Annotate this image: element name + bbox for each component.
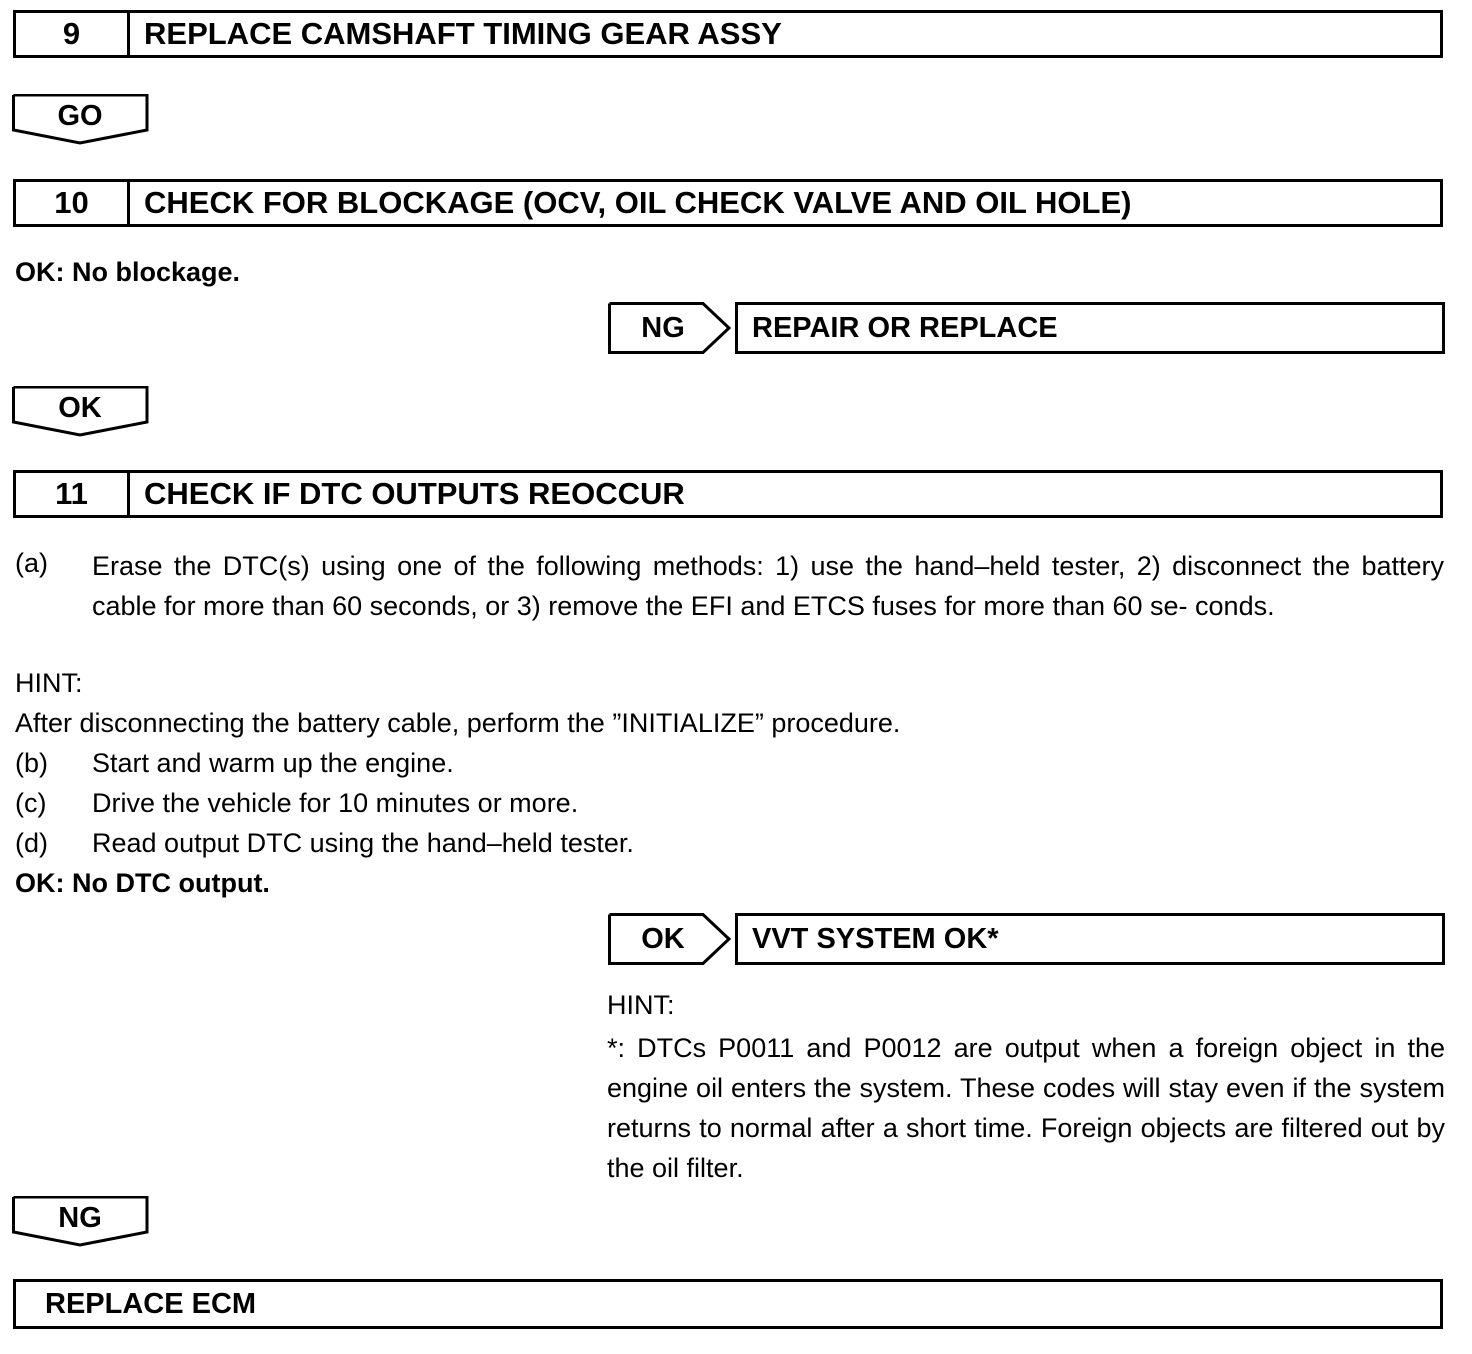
vvt-system-ok-text: VVT SYSTEM OK* bbox=[752, 922, 999, 955]
hint-label: HINT: bbox=[15, 668, 83, 698]
go-down-arrow bbox=[12, 94, 150, 144]
step-10-number: 10 bbox=[16, 182, 130, 224]
ok-down-arrow bbox=[12, 386, 150, 436]
step-10-ok-criteria: OK: No blockage. bbox=[15, 257, 241, 287]
item-d-text: Read output DTC using the hand–held tester. bbox=[92, 828, 634, 858]
step-11-ok-criteria: OK: No DTC output. bbox=[15, 868, 270, 898]
replace-ecm-box bbox=[13, 1279, 1443, 1329]
step-11-title: CHECK IF DTC OUTPUTS REOCCUR bbox=[144, 476, 685, 511]
repair-or-replace-box bbox=[735, 302, 1445, 354]
item-c-label: (c) bbox=[15, 788, 47, 818]
step-10-title: CHECK FOR BLOCKAGE (OCV, OIL CHECK VALVE AND OIL HOLE) bbox=[144, 185, 1132, 220]
hint-2-label: HINT: bbox=[607, 990, 675, 1020]
ng-right-arrow bbox=[608, 302, 732, 354]
repair-or-replace-text: REPAIR OR REPLACE bbox=[752, 311, 1058, 344]
step-9-header bbox=[13, 10, 1443, 58]
step-10-header bbox=[13, 179, 1443, 227]
ok-arrow-label: OK bbox=[58, 392, 102, 424]
hint-2-text: *: DTCs P0011 and P0012 are output when a foreign object in the engine oil enters the system. These codes will stay even if the system returns to normal after a short time. Foreign objects are filtered out by the oil filter. bbox=[607, 1033, 1445, 1183]
go-arrow-label: GO bbox=[57, 100, 103, 132]
step-9-number: 9 bbox=[16, 13, 130, 55]
step-11-header bbox=[13, 470, 1443, 518]
ok-right-arrow bbox=[608, 913, 732, 965]
item-a-text: Erase the DTC(s) using one of the following methods: 1) use the hand–held tester, 2) disconnect the battery cable for more than 60 seconds, or 3) remove the EFI and ETCS fuses for more than 60 se- conds. bbox=[92, 551, 1444, 621]
ng-down-arrow bbox=[12, 1196, 150, 1246]
ng-arrow-label: NG bbox=[641, 311, 685, 344]
hint-text: After disconnecting the battery cable, perform the ”INITIALIZE” procedure. bbox=[15, 708, 901, 738]
step-11-number: 11 bbox=[16, 473, 130, 515]
item-b-text: Start and warm up the engine. bbox=[92, 748, 454, 778]
item-a-label: (a) bbox=[15, 548, 48, 578]
item-b-label: (b) bbox=[15, 748, 48, 778]
vvt-system-ok-box bbox=[735, 913, 1445, 965]
ok-right-arrow-label: OK bbox=[641, 922, 685, 955]
replace-ecm-text: REPLACE ECM bbox=[45, 1287, 257, 1320]
item-d-label: (d) bbox=[15, 828, 48, 858]
step-9-title: REPLACE CAMSHAFT TIMING GEAR ASSY bbox=[144, 16, 782, 51]
ng-down-arrow-label: NG bbox=[58, 1202, 102, 1234]
item-c-text: Drive the vehicle for 10 minutes or more. bbox=[92, 788, 579, 818]
